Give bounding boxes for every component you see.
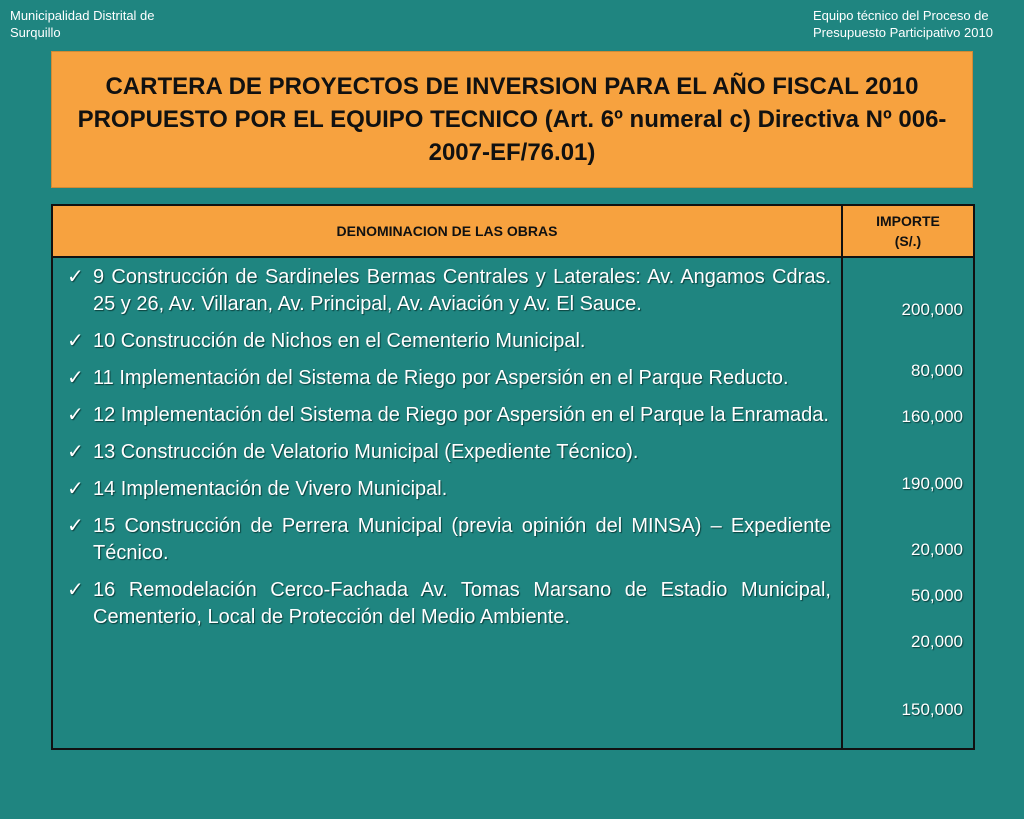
amount-list (843, 258, 973, 748)
column-header-amount-label: IMPORTE (S/.) (876, 213, 940, 249)
check-icon: ✓ (67, 478, 84, 500)
amount-value: 50,000 (911, 586, 963, 605)
project-text: 15 Construcción de Perrera Municipal (previa opinión del MINSA) – Expediente Técnico. (93, 515, 831, 564)
column-header-amount (842, 205, 974, 257)
project-text: 12 Implementación del Sistema de Riego por Aspersión en el Parque la Enramada. (93, 404, 829, 426)
project-text: 13 Construcción de Velatorio Municipal (Expediente Técnico). (93, 441, 639, 463)
amount-value: 20,000 (911, 632, 963, 651)
project-text: 11 Implementación del Sistema de Riego por Aspersión en el Parque Reducto. (93, 367, 789, 389)
list-item (67, 439, 831, 466)
amount-value: 190,000 (901, 474, 963, 493)
check-icon: ✓ (67, 330, 84, 352)
list-item (67, 513, 831, 567)
list-item (67, 264, 831, 318)
amount-value: 20,000 (911, 540, 963, 559)
list-item (67, 577, 831, 631)
list-item (67, 476, 831, 503)
check-icon: ✓ (67, 404, 84, 426)
header-right: Equipo técnico del Proceso de Presupuesto Participativo 2010 (813, 8, 993, 40)
projects-cell (52, 257, 842, 749)
projects-table (51, 204, 975, 750)
page-title: CARTERA DE PROYECTOS DE INVERSION PARA EL AÑO FISCAL 2010 PROPUESTO POR EL EQUIPO TECNICO (Art. 6º numeral c) Directiva Nº 006-2007-EF/76.01) (77, 73, 947, 166)
amount-value: 80,000 (911, 361, 963, 380)
check-icon: ✓ (67, 515, 84, 537)
amount-value: 200,000 (901, 300, 963, 319)
project-text: 16 Remodelación Cerco-Fachada Av. Tomas Marsano de Estadio Municipal, Cementerio, Local de Protección del Medio Ambiente. (93, 579, 831, 628)
amount-value: 160,000 (901, 407, 963, 426)
check-icon: ✓ (67, 367, 84, 389)
list-item (67, 365, 831, 392)
check-icon: ✓ (67, 579, 84, 601)
amount-value: 150,000 (901, 700, 963, 719)
project-text: 10 Construcción de Nichos en el Cementerio Municipal. (93, 330, 586, 352)
list-item (67, 402, 831, 429)
project-list (53, 258, 841, 643)
check-icon: ✓ (67, 441, 84, 463)
project-text: 9 Construcción de Sardineles Bermas Centrales y Laterales: Av. Angamos Cdras. 25 y 26, Av. Villaran, Av. Principal, Av. Aviación y Av. El Sauce. (93, 266, 831, 315)
title-box (51, 51, 973, 188)
column-header-name: DENOMINACION DE LAS OBRAS (52, 205, 842, 257)
list-item (67, 328, 831, 355)
header-left: Municipalidad Distrital de Surquillo (10, 8, 155, 40)
project-text: 14 Implementación de Vivero Municipal. (93, 478, 448, 500)
amounts-cell (842, 257, 974, 749)
check-icon: ✓ (67, 266, 84, 288)
